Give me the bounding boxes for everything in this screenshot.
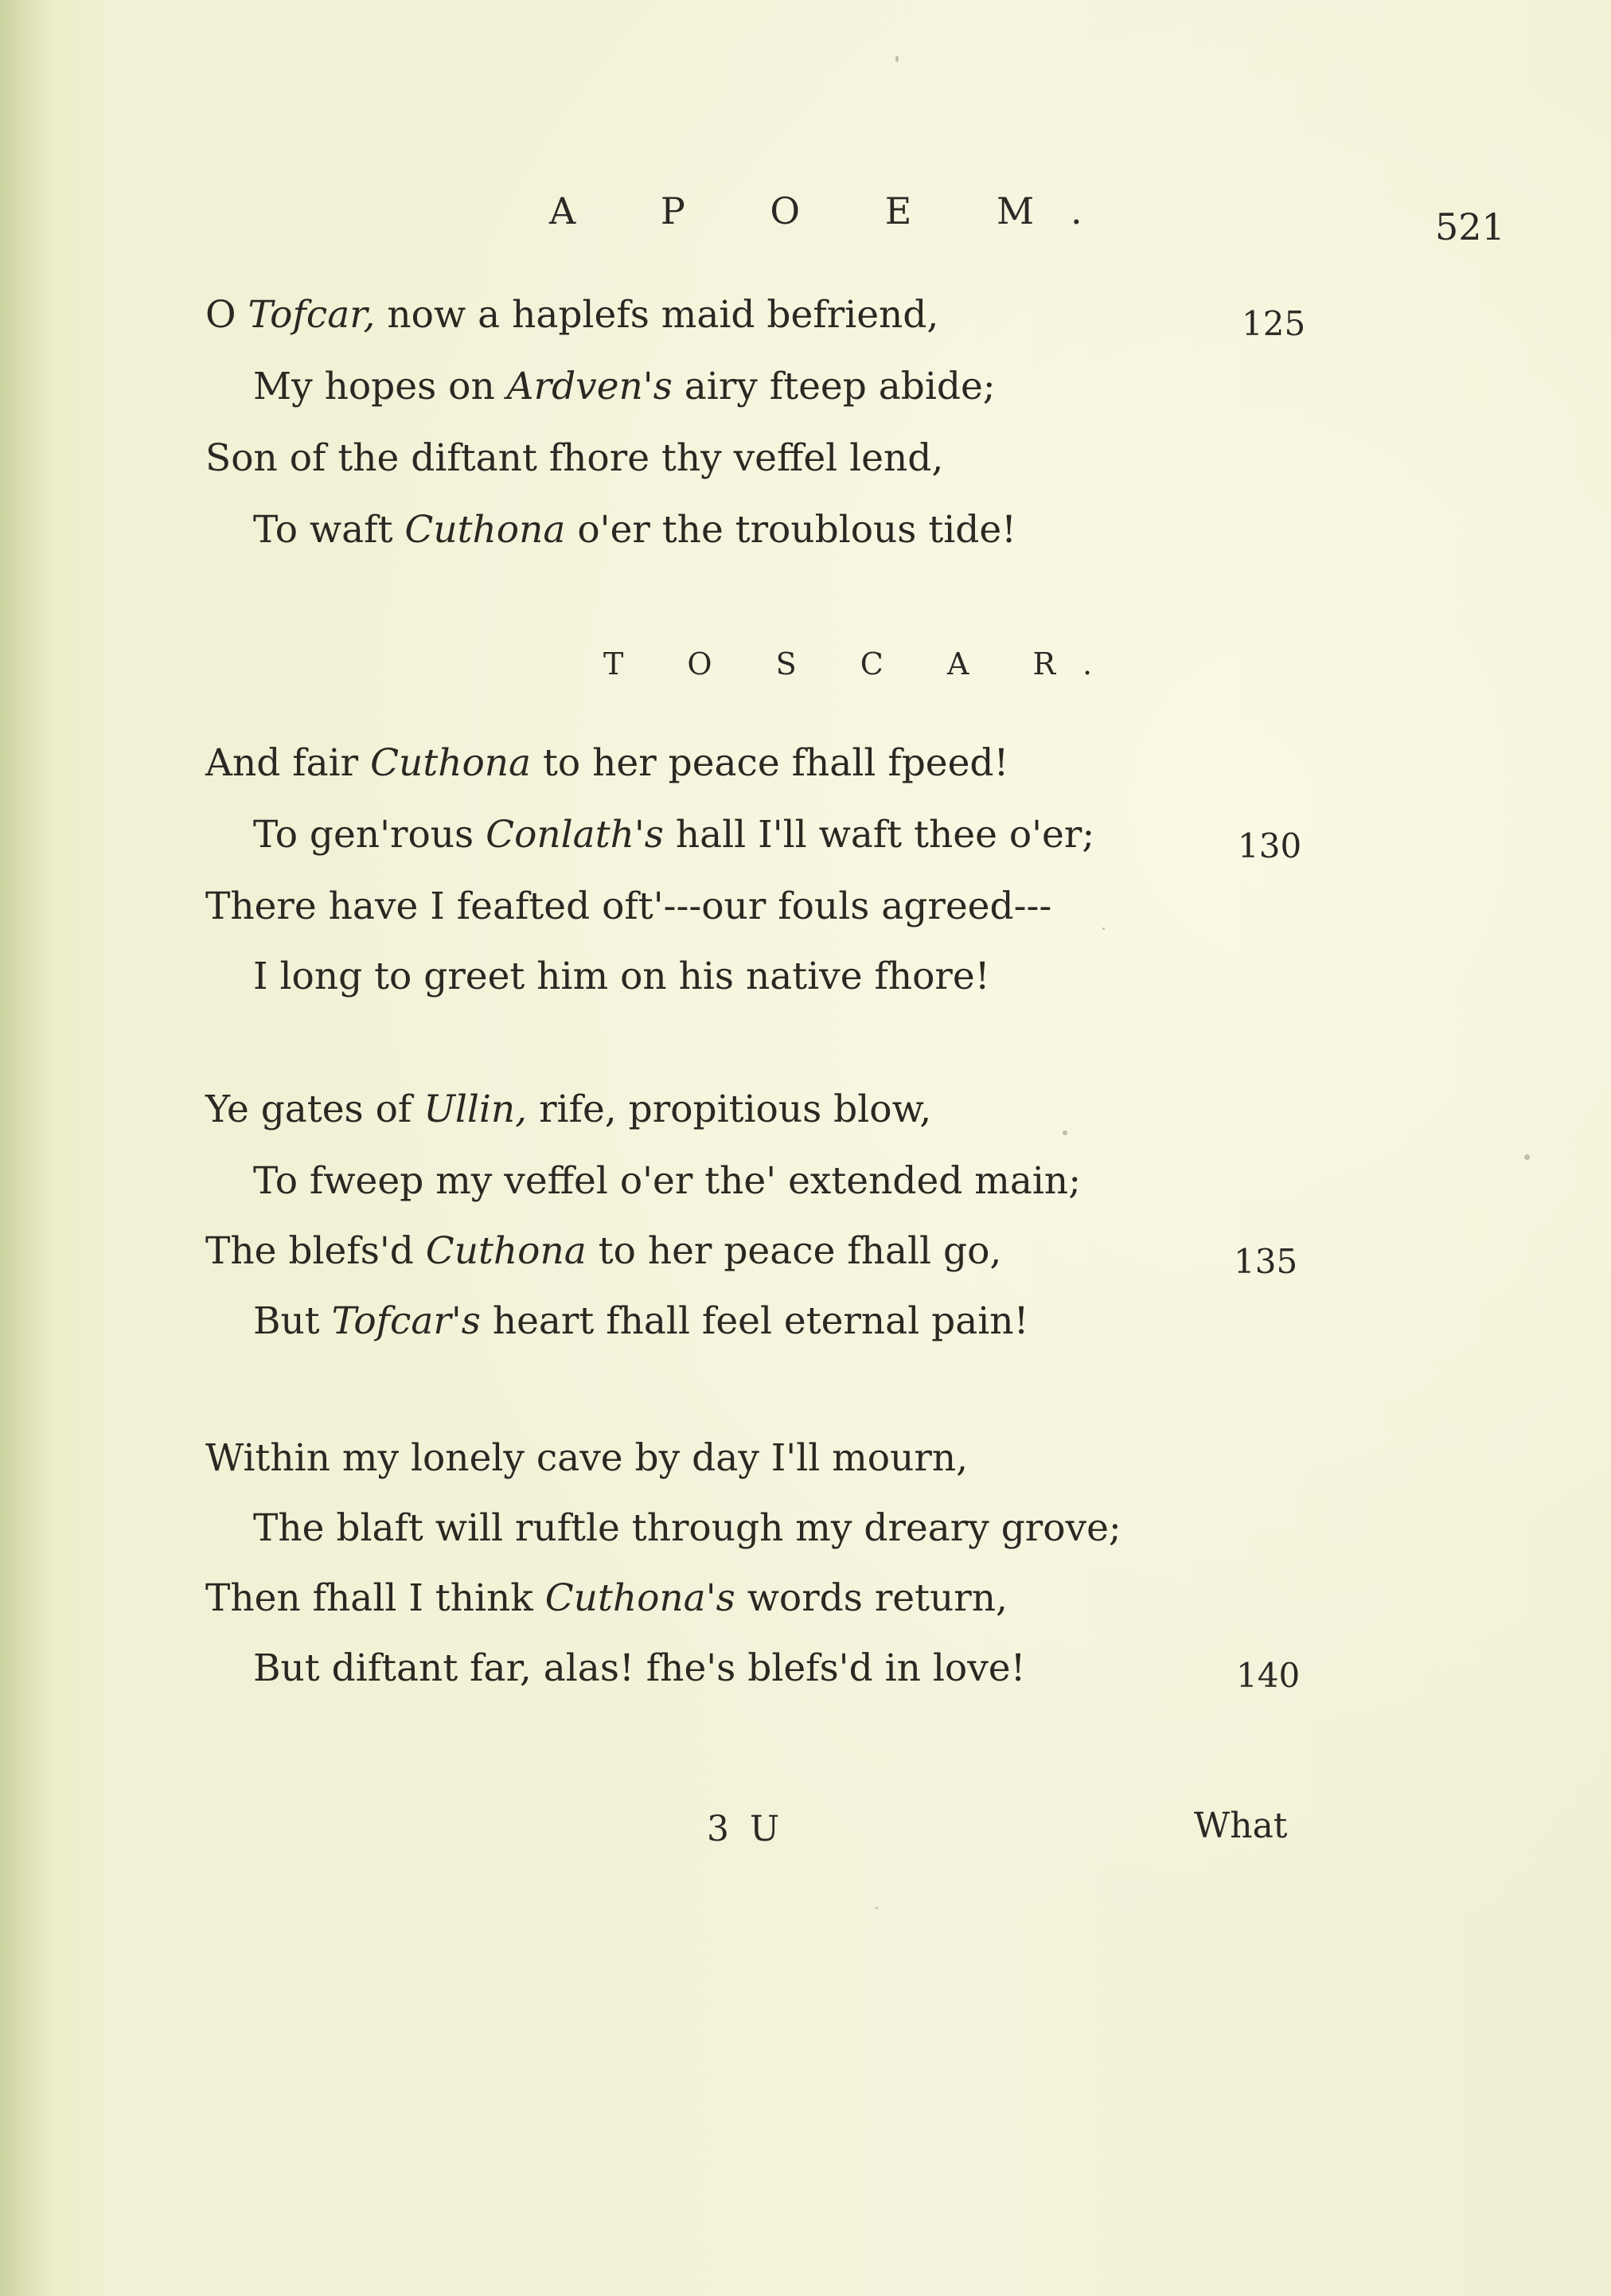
poem-line: O Tofcar, now a haplefs maid befriend, — [205, 293, 939, 337]
poem-line: And fair Cuthona to her peace fhall fpeed! — [205, 741, 1009, 785]
paper-speck — [1063, 1130, 1067, 1135]
line-number: 130 — [1238, 826, 1302, 865]
paper-speck — [895, 56, 899, 62]
catchword: What — [1194, 1806, 1288, 1846]
poem-line: To gen'rous Conlath's hall I'll waft thee o'er; — [253, 813, 1095, 857]
poem-line: Son of the diftant fhore thy veffel lend, — [205, 436, 944, 480]
poem-line: The blaft will ruftle through my dreary grove; — [253, 1506, 1121, 1550]
poem-line: To fweep my veffel o'er the' extended main; — [253, 1159, 1082, 1203]
paper-speck — [1102, 927, 1105, 930]
line-number: 135 — [1234, 1242, 1298, 1281]
signature-mark: 3 U — [707, 1809, 785, 1849]
poem-line: Within my lonely cave by day I'll mourn, — [205, 1436, 969, 1480]
page-number: 521 — [1435, 205, 1505, 248]
poem-line: Ye gates of Ullin, rife, propitious blow, — [205, 1087, 932, 1131]
line-number: 125 — [1242, 304, 1306, 343]
poem-line: My hopes on Ardven's airy fteep abide; — [253, 365, 996, 408]
line-number: 140 — [1236, 1656, 1301, 1695]
poem-line: But Tofcar's heart fhall feel eternal pain! — [253, 1299, 1029, 1343]
paper-speck — [1524, 1154, 1530, 1160]
poem-line: To waft Cuthona o'er the troublous tide! — [253, 508, 1017, 552]
poem-line: There have I feafted oft'---our fouls agreed--- — [205, 884, 1052, 928]
poem-line: The blefs'd Cuthona to her peace fhall go, — [205, 1229, 1002, 1273]
poem-line: But diftant far, alas! fhe's blefs'd in love! — [253, 1646, 1026, 1690]
poem-line: Then fhall I think Cuthona's words return, — [205, 1576, 1008, 1620]
poem-line: I long to greet him on his native fhore! — [253, 955, 990, 998]
running-head: A P O E M. — [549, 189, 1119, 232]
paper-speck — [876, 1907, 878, 1909]
section-heading: T O S C A R. — [603, 646, 1120, 681]
